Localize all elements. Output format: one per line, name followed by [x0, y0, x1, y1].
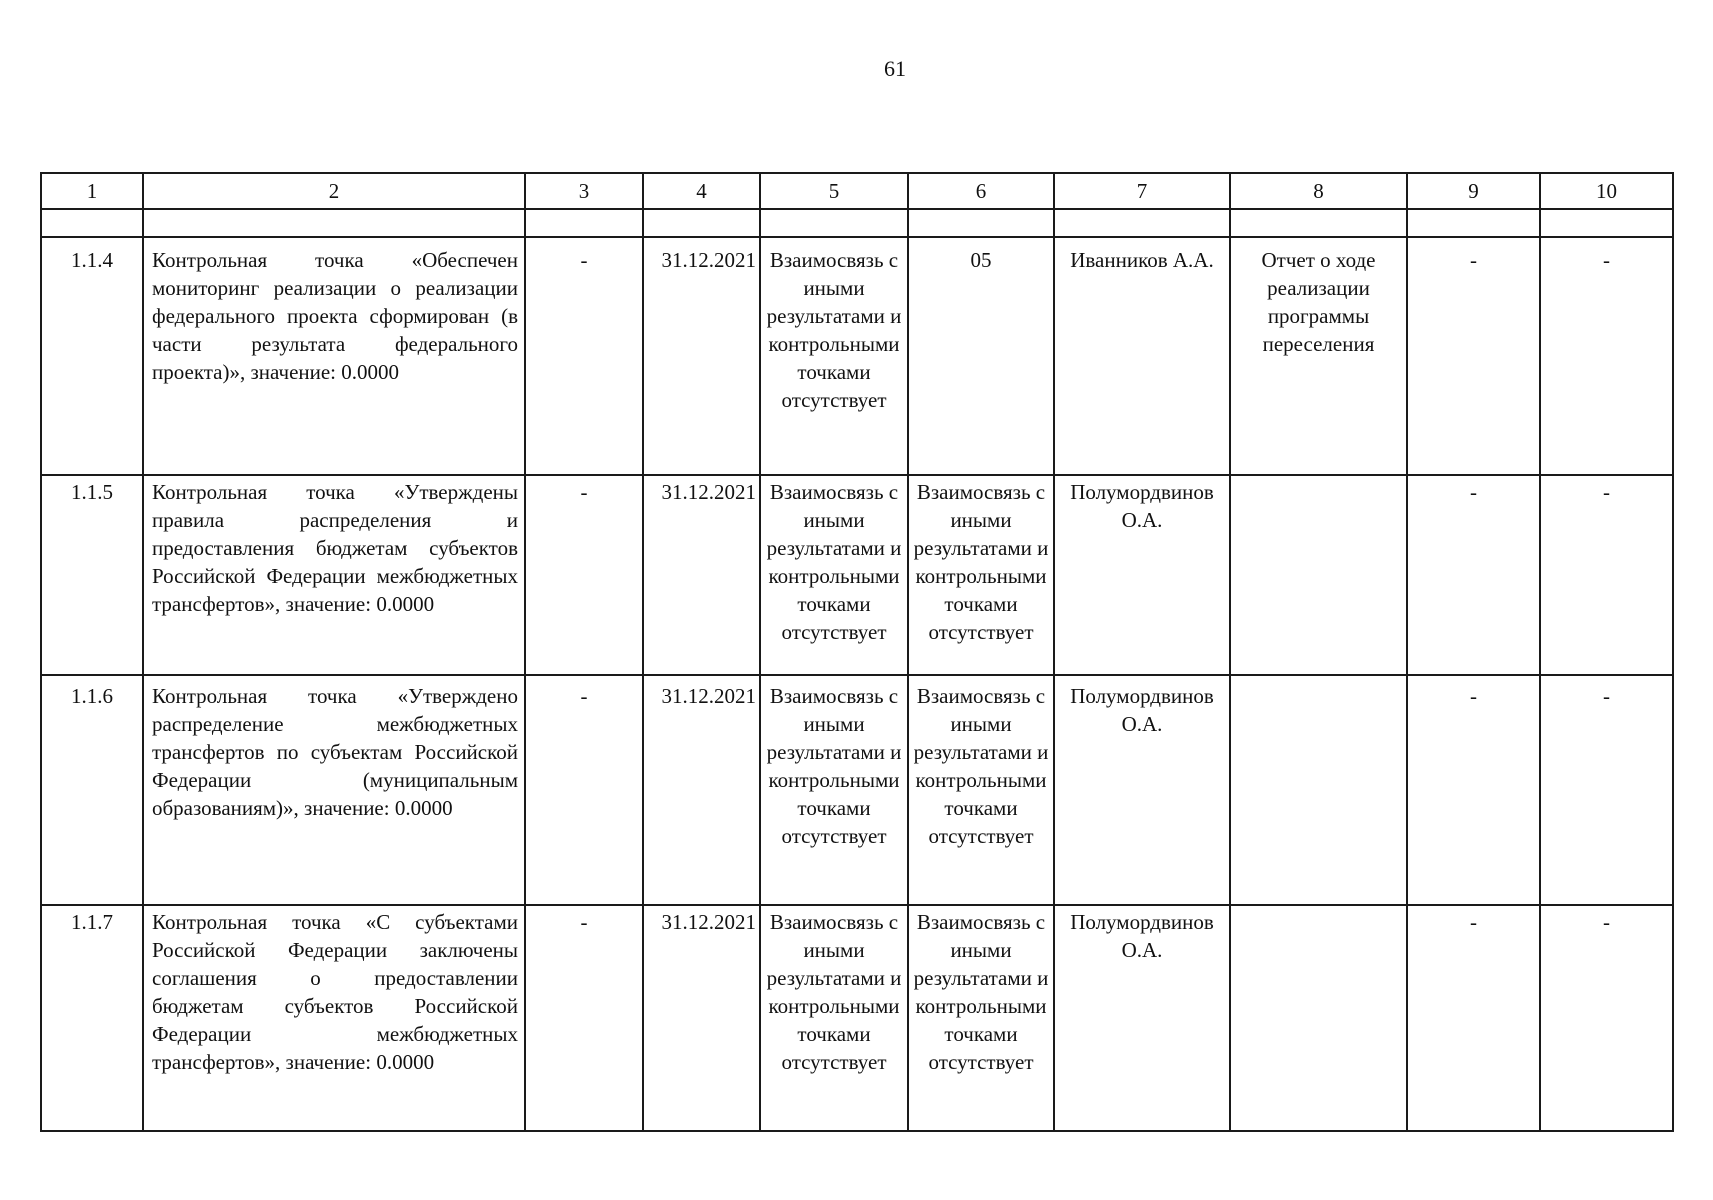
cell-col9: - — [1407, 675, 1540, 905]
header-cell-2: 2 — [143, 173, 525, 209]
cell-col5: Взаимосвязь с иными результатами и контрольными точками отсутствует — [760, 475, 908, 675]
deadline-date: 31.12.2021 — [643, 675, 760, 905]
row-number: 1.1.5 — [41, 475, 143, 675]
deadline-date: 31.12.2021 — [643, 475, 760, 675]
cell-col3: - — [525, 675, 643, 905]
cell-col5: Взаимосвязь с иными результатами и контрольными точками отсутствует — [760, 905, 908, 1131]
page-number: 61 — [884, 56, 906, 81]
header-cell-4: 4 — [643, 173, 760, 209]
cell-col8 — [1230, 905, 1407, 1131]
table-row — [41, 675, 1673, 905]
responsible-person: Полумордвинов О.А. — [1054, 905, 1230, 1131]
cell-col8 — [1230, 675, 1407, 905]
table-row — [41, 237, 1673, 475]
cell-col8: Отчет о ходе реализации программы переселения — [1230, 237, 1407, 475]
spacer-row — [41, 209, 1673, 237]
header-cell-10: 10 — [1540, 173, 1673, 209]
header-cell-3: 3 — [525, 173, 643, 209]
control-point-description: Контрольная точка «С субъектами Российской Федерации заключены соглашения о предоставлении бюджетам субъектов Российской Федерации межбюджетных трансфертов», значение: 0.0000 — [143, 905, 525, 1131]
responsible-person: Иванников А.А. — [1054, 237, 1230, 475]
table-row — [41, 475, 1673, 675]
cell-col9: - — [1407, 237, 1540, 475]
cell-col6: 05 — [908, 237, 1054, 475]
header-cell-7: 7 — [1054, 173, 1230, 209]
header-cell-6: 6 — [908, 173, 1054, 209]
responsible-person: Полумордвинов О.А. — [1054, 475, 1230, 675]
control-point-description: Контрольная точка «Утверждено распределение межбюджетных трансфертов по субъектам Российской Федерации (муниципальным образованиям)», значение: 0.0000 — [143, 675, 525, 905]
control-point-description: Контрольная точка «Утверждены правила распределения и предоставления бюджетам субъектов Российской Федерации межбюджетных трансфертов», значение: 0.0000 — [143, 475, 525, 675]
header-cell-9: 9 — [1407, 173, 1540, 209]
row-number: 1.1.6 — [41, 675, 143, 905]
row-number: 1.1.7 — [41, 905, 143, 1131]
cell-col9: - — [1407, 475, 1540, 675]
row-number: 1.1.4 — [41, 237, 143, 475]
deadline-date: 31.12.2021 — [643, 237, 760, 475]
cell-col5: Взаимосвязь с иными результатами и контрольными точками отсутствует — [760, 675, 908, 905]
header-cell-5: 5 — [760, 173, 908, 209]
cell-col10: - — [1540, 905, 1673, 1131]
control-point-description: Контрольная точка «Обеспечен мониторинг реализации о реализации федерального проекта сформирован (в части результата федерального проекта)», значение: 0.0000 — [143, 237, 525, 475]
cell-col6: Взаимосвязь с иными результатами и контрольными точками отсутствует — [908, 675, 1054, 905]
cell-col8 — [1230, 475, 1407, 675]
deadline-date: 31.12.2021 — [643, 905, 760, 1131]
cell-col6: Взаимосвязь с иными результатами и контрольными точками отсутствует — [908, 475, 1054, 675]
cell-col10: - — [1540, 475, 1673, 675]
cell-col5: Взаимосвязь с иными результатами и контрольными точками отсутствует — [760, 237, 908, 475]
cell-col3: - — [525, 905, 643, 1131]
cell-col10: - — [1540, 675, 1673, 905]
table-row — [41, 905, 1673, 1131]
cell-col9: - — [1407, 905, 1540, 1131]
header-row — [41, 173, 1673, 209]
header-cell-8: 8 — [1230, 173, 1407, 209]
header-cell-1: 1 — [41, 173, 143, 209]
cell-col3: - — [525, 237, 643, 475]
cell-col3: - — [525, 475, 643, 675]
control-points-table — [40, 172, 1674, 1132]
responsible-person: Полумордвинов О.А. — [1054, 675, 1230, 905]
cell-col6: Взаимосвязь с иными результатами и контрольными точками отсутствует — [908, 905, 1054, 1131]
cell-col10: - — [1540, 237, 1673, 475]
